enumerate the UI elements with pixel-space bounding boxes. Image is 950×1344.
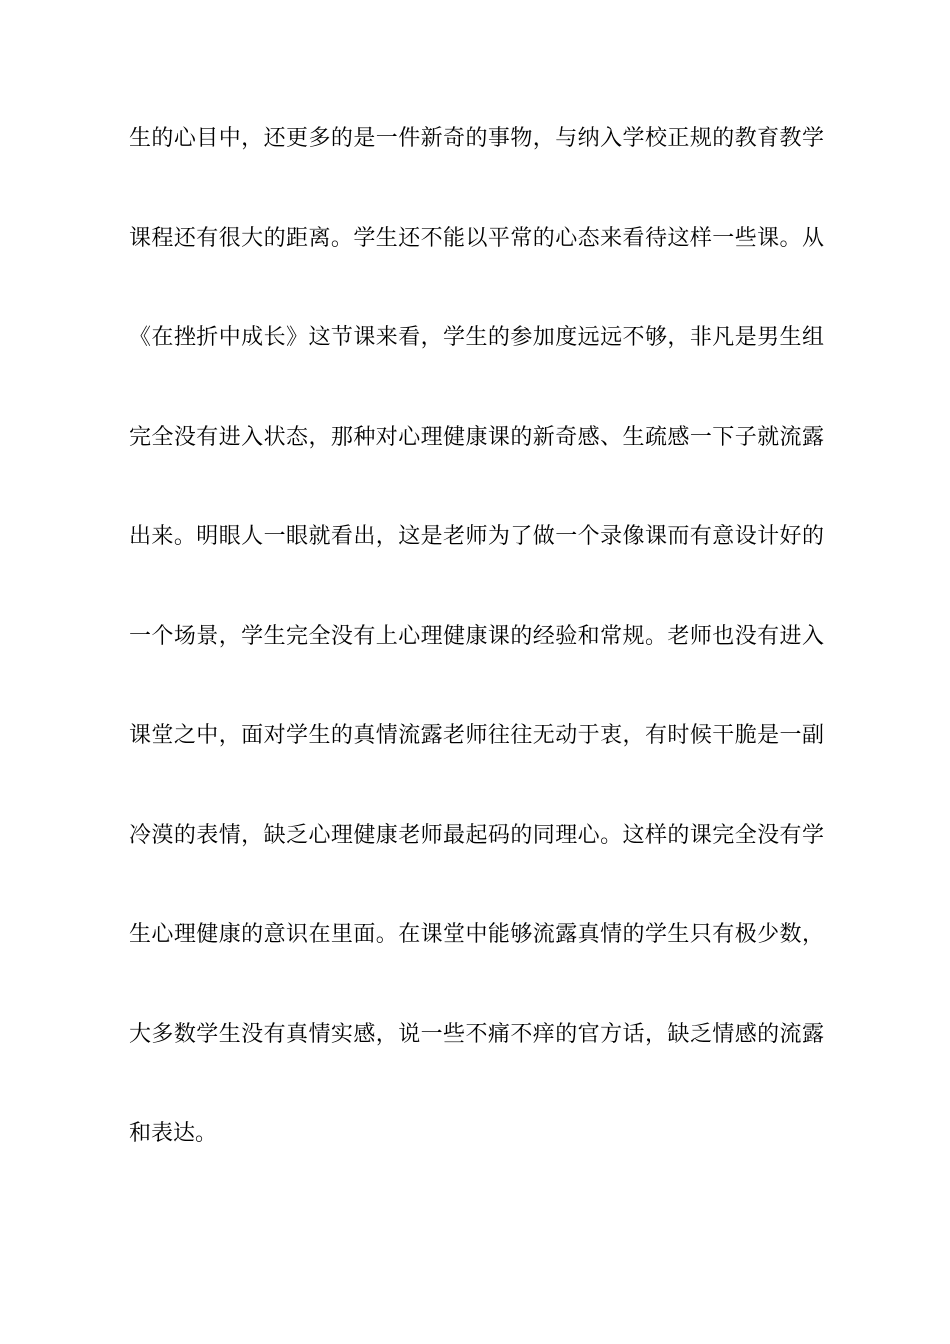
text-line: 和表达。 [129,1121,218,1146]
text-line: 一个场景，学生完全没有上心理健康课的经验和常规。老师也没有进入 [129,623,824,649]
text-line: 出来。明眼人一眼就看出，这是老师为了做一个录像课而有意设计好的 [129,524,824,549]
text-line: 大多数学生没有真情实感，说一些不痛不痒的官方话，缺乏情感的流露 [129,1021,824,1047]
text-line: 课程还有很大的距离。学生还不能以平常的心态来看待这样一些课。从 [129,225,824,251]
text-line: 生心理健康的意识在里面。在课堂中能够流露真情的学生只有极少数， [129,922,824,947]
text-line: 课堂之中，面对学生的真情流露老师往往无动于衷，有时候干脆是一副 [129,723,824,748]
body-paragraph [129,115,824,1210]
text-line: 冷漠的表情，缺乏心理健康老师最起码的同理心。这样的课完全没有学 [129,822,824,848]
text-line: 生的心目中，还更多的是一件新奇的事物，与纳入学校正规的教育教学 [129,126,824,151]
text-line: 《在挫折中成长》这节课来看，学生的参加度远远不够，非凡是男生组 [129,325,824,350]
text-line: 完全没有进入状态，那种对心理健康课的新奇感、生疏感一下子就流露 [129,424,824,450]
